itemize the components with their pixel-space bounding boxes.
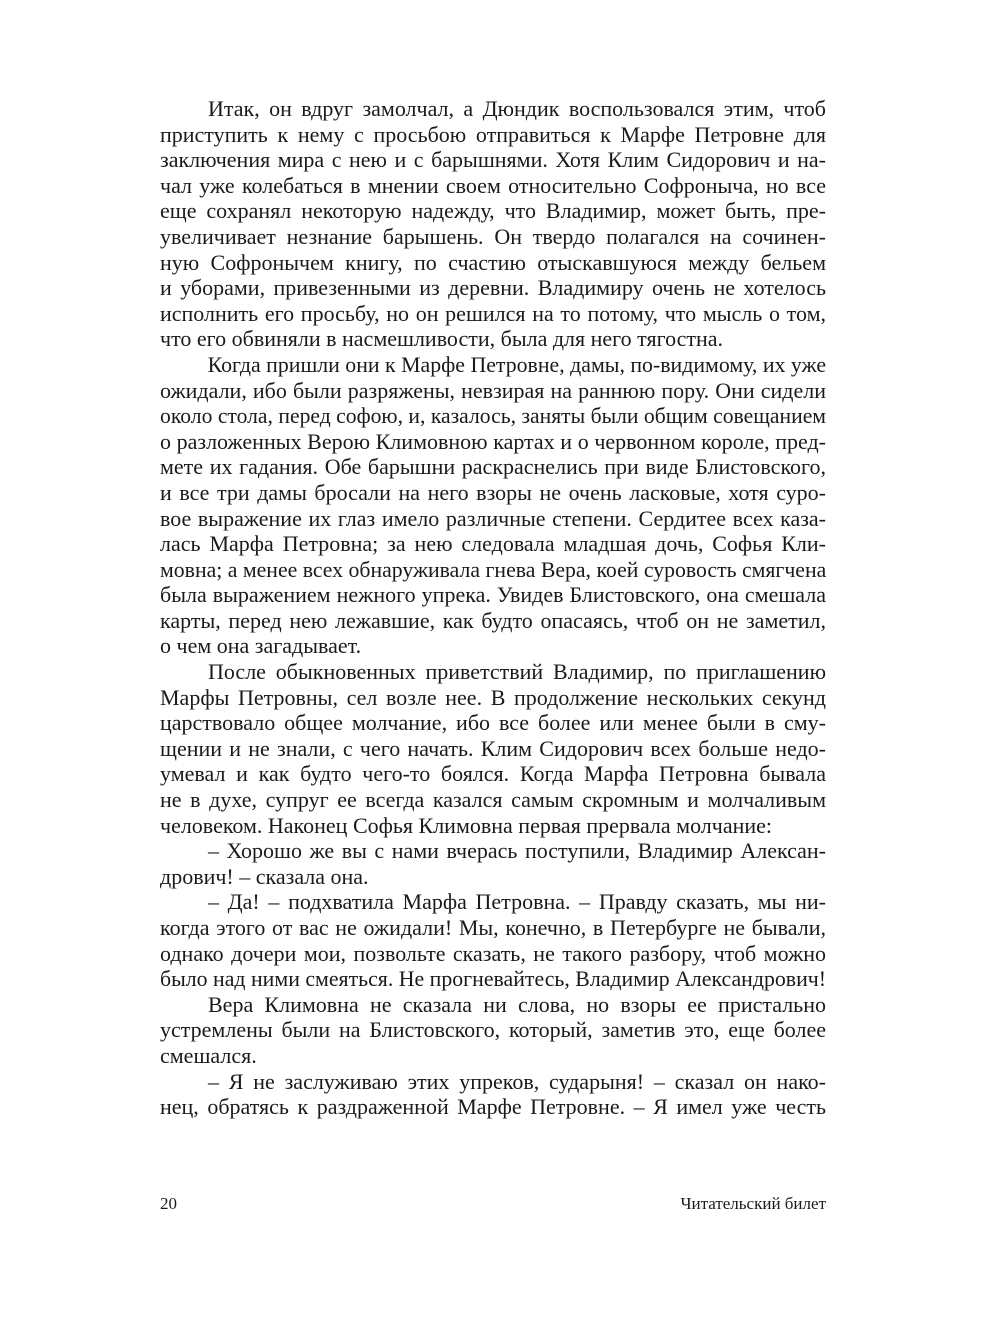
- text-line: После обыкновенных приветствий Владимир, по приглашению: [208, 659, 826, 685]
- text-line: мете их гадания. Обе барышни раскраснелись при виде Блистовского,: [160, 454, 826, 480]
- text-line: Марфы Петровны, сел возле нее. В продолжение нескольких секунд: [160, 684, 826, 710]
- text-line: около стола, перед софою, и, казалось, заняты были общим совещанием: [160, 403, 826, 429]
- paragraph: [160, 1069, 826, 1120]
- text-line: дрович! – сказала она.: [160, 863, 369, 889]
- text-line: приступить к нему с просьбою отправиться к Марфе Петровне для: [160, 121, 826, 147]
- text-line: умевал и как будто чего-то боялся. Когда Марфа Петровна бывала: [160, 761, 826, 787]
- text-line: и уборами, привезенными из деревни. Владимиру очень не хотелось: [160, 275, 826, 301]
- text-line: смешался.: [160, 1042, 257, 1068]
- text-line: карты, перед нею лежавшие, как будто опасаясь, чтоб он не заметил,: [160, 607, 826, 633]
- text-line: – Хорошо же вы с нами вчерась поступили, Владимир Алексан-: [208, 838, 826, 864]
- text-line: щении и не знали, с чего начать. Клим Сидорович всех больше недо-: [160, 735, 826, 761]
- running-title: Читательский билет: [680, 1194, 826, 1213]
- text-line: Когда пришли они к Марфе Петровне, дамы, по-видимому, их уже: [207, 351, 827, 377]
- text-line: человеком. Наконец Софья Климовна первая прервала молчание:: [160, 812, 773, 838]
- page-footer: [160, 1194, 826, 1218]
- paragraph: [160, 889, 826, 991]
- text-line: увеличивает незнание барышень. Он твердо полагался на сочинен-: [160, 223, 826, 249]
- text-line: чал уже колебаться в мнении своем относительно Софроныча, но все: [160, 172, 826, 198]
- page-body: [160, 96, 826, 1120]
- paragraph: [160, 838, 826, 889]
- text-line: ожидали, ибо были разряжены, невзирая на раннюю пору. Они сидели: [160, 377, 826, 403]
- paragraph: [160, 992, 826, 1069]
- text-line: и все три дамы бросали на него взоры не очень ласковые, хотя суро-: [160, 479, 826, 505]
- text-line: что его обвиняли в насмешливости, была для него тягостна.: [160, 326, 724, 352]
- text-line: устремлены были на Блистовского, который, заметив это, еще более: [160, 1017, 826, 1043]
- paragraph: [160, 352, 826, 659]
- text-line: – Я не заслуживаю этих упреков, сударыня! – сказал он нако-: [208, 1068, 826, 1094]
- text-line: ную Софронычем книгу, по счастию отыскавшуюся между бельем: [160, 249, 826, 275]
- text-line: Вера Климовна не сказала ни слова, но взоры ее пристально: [208, 991, 826, 1017]
- text-line: о чем она загадывает.: [160, 633, 362, 659]
- paragraph: [160, 659, 826, 838]
- text-line: заключения мира с нею и с барышнями. Хотя Клим Сидорович и на-: [160, 147, 826, 173]
- text-line: однако дочери мои, позвольте сказать, не такого разбору, чтоб можно: [160, 940, 826, 966]
- text-line: о разложенных Верою Климовною картах и о червонном короле, пред-: [160, 428, 826, 454]
- text-line: нец, обратясь к раздраженной Марфе Петровне. – Я имел уже честь: [160, 1094, 826, 1120]
- text-line: вое выражение их глаз имело различные степени. Сердитее всех каза-: [160, 505, 826, 531]
- text-line: мовна; а менее всех обнаруживала гнева Вера, коей суровость смягчена: [160, 556, 827, 582]
- text-line: когда этого от вас не ожидали! Мы, конечно, в Петербурге не бывали,: [160, 915, 826, 940]
- paragraph: [160, 96, 826, 352]
- page-number: 20: [160, 1194, 177, 1213]
- text-line: было над ними смеяться. Не прогневайтесь, Владимир Александрович!: [160, 966, 827, 992]
- text-line: Итак, он вдруг замолчал, а Дюндик воспользовался этим, чтоб: [208, 96, 826, 121]
- text-line: исполнить его просьбу, но он решился на то потому, что мысль о том,: [160, 300, 826, 326]
- text-line: – Да! – подхватила Марфа Петровна. – Правду сказать, мы ни-: [208, 889, 826, 915]
- text-line: не в духе, супруг ее всегда казался самым скромным и молчаливым: [160, 787, 826, 813]
- text-line: еще сохранял некоторую надежду, что Владимир, может быть, пре-: [160, 198, 826, 224]
- text-line: царствовало общее молчание, ибо все более или менее были в сму-: [160, 710, 826, 736]
- text-line: лась Марфа Петровна; за нею следовала младшая дочь, Софья Кли-: [160, 531, 826, 557]
- text-line: была выражением нежного упрека. Увидев Блистовского, она смешала: [160, 582, 826, 608]
